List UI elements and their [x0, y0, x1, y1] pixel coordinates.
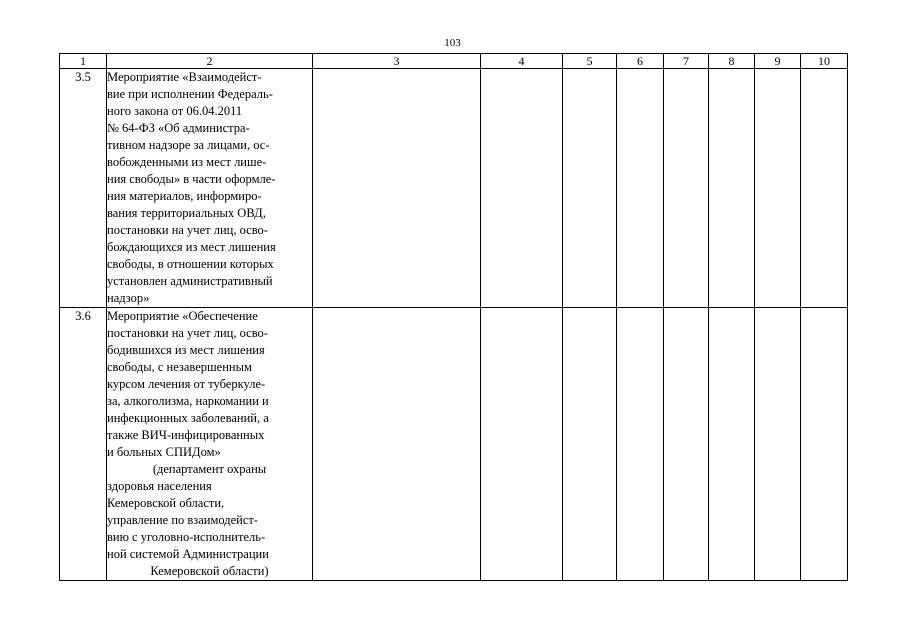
text-line: здоровья населения	[107, 479, 212, 493]
table-row	[60, 69, 848, 308]
text-line: за, алкоголизма, наркомании и	[107, 394, 269, 408]
text-line: бождающихся из мест лишения	[107, 240, 276, 254]
text-line: постановки на учет лиц, осво-	[107, 223, 268, 237]
text-line: (департамент охраны	[152, 462, 267, 476]
column-header: 4	[481, 54, 563, 69]
column-header: 2	[107, 54, 313, 69]
text-line: ного закона от 06.04.2011	[107, 104, 243, 118]
empty-cell	[313, 308, 481, 581]
empty-cell	[313, 69, 481, 308]
text-line: курсом лечения от туберкуле-	[107, 377, 266, 391]
empty-cell	[617, 308, 664, 581]
activities-table	[59, 53, 848, 581]
text-line: и больных СПИДом»	[107, 445, 221, 459]
page-number: 103	[444, 37, 461, 49]
empty-cell	[755, 69, 801, 308]
text-line: инфекционных заболеваний, а	[107, 411, 269, 425]
column-header: 10	[801, 54, 848, 69]
column-number-row	[60, 54, 848, 69]
empty-cell	[709, 308, 755, 581]
empty-cell	[664, 308, 709, 581]
text-line: управление по взаимодейст-	[107, 513, 259, 527]
column-header: 1	[60, 54, 107, 69]
empty-cell	[481, 308, 563, 581]
empty-cell	[617, 69, 664, 308]
empty-cell	[563, 308, 617, 581]
text-line: ния свободы» в части оформле-	[107, 172, 276, 186]
text-line: Мероприятие «Обеспечение	[107, 309, 258, 323]
column-header: 9	[755, 54, 801, 69]
text-line: № 64-ФЗ «Об администра-	[107, 121, 250, 135]
column-header: 3	[313, 54, 481, 69]
text-line: Кемеровской области)	[150, 564, 269, 578]
text-line: Мероприятие «Взаимодейст-	[107, 70, 262, 84]
empty-cell	[563, 69, 617, 308]
text-line: свободы, с незавершенным	[107, 360, 252, 374]
empty-cell	[709, 69, 755, 308]
text-line: постановки на учет лиц, осво-	[107, 326, 268, 340]
row-description	[107, 69, 313, 308]
text-line: бодившихся из мест лишения	[107, 343, 265, 357]
text-line: ния материалов, информиро-	[107, 189, 262, 203]
empty-cell	[664, 69, 709, 308]
row-number: 3.6	[60, 308, 107, 581]
row-description	[107, 308, 313, 581]
text-line: свободы, в отношении которых	[107, 257, 274, 271]
empty-cell	[801, 308, 848, 581]
column-header: 6	[617, 54, 664, 69]
empty-cell	[801, 69, 848, 308]
text-line: вию с уголовно-исполнитель-	[107, 530, 266, 544]
empty-cell	[755, 308, 801, 581]
column-header: 7	[664, 54, 709, 69]
table-row	[60, 308, 848, 581]
text-line: вобожденными из мест лише-	[107, 155, 267, 169]
text-line: вания территориальных ОВД,	[107, 206, 266, 220]
text-line: надзор»	[107, 291, 150, 305]
row-number: 3.5	[60, 69, 107, 308]
column-header: 5	[563, 54, 617, 69]
text-line: также ВИЧ-инфицированных	[107, 428, 265, 442]
text-line: тивном надзоре за лицами, ос-	[107, 138, 270, 152]
text-line: вие при исполнении Федераль-	[107, 87, 273, 101]
text-line: Кемеровской области,	[107, 496, 225, 510]
text-line: установлен административный	[107, 274, 273, 288]
column-header: 8	[709, 54, 755, 69]
empty-cell	[481, 69, 563, 308]
text-line: ной системой Администрации	[107, 547, 269, 561]
